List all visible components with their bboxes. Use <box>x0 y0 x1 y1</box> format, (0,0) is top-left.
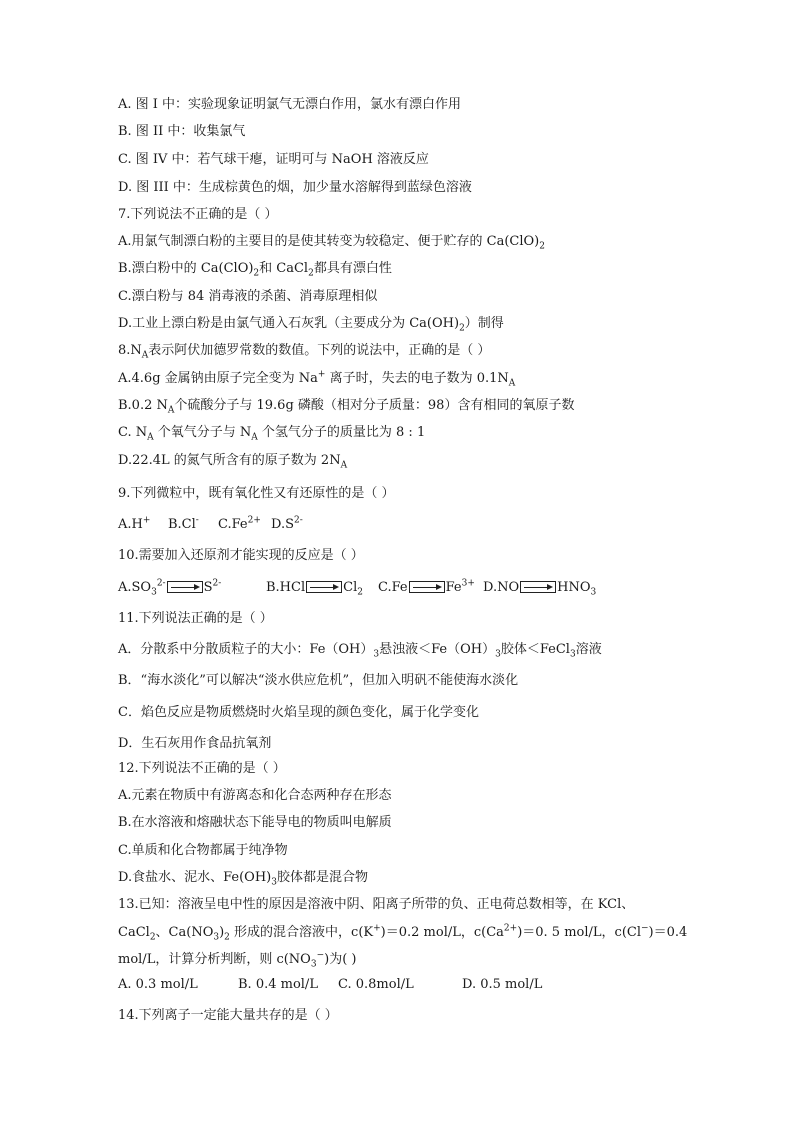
q6-option-d: D. 图 III 中：生成棕黄色的烟，加少量水溶解得到蓝绿色溶液 <box>118 180 472 195</box>
q13-option-d: D. 0.5 mol/L <box>462 977 543 992</box>
q13-option-b: B. 0.4 mol/L <box>238 977 318 992</box>
q10-option-d: D.NO $HNO_3$ <box>483 580 597 598</box>
q10-options <box>118 579 596 597</box>
q6-option-a: A. 图 I 中：实验现象证明氯气无漂白作用，氯水有漂白作用 <box>118 97 462 112</box>
q9-option-d: $D.S^{2-}$ <box>271 515 303 532</box>
q10-option-a: $A.SO_3^{2-}$ $S^{2-}$ <box>118 578 222 598</box>
q9-options <box>118 516 303 534</box>
q8-option-d: D.22.4L 的氮气所含有的原子数为 $2N_A$ <box>118 453 348 471</box>
q12-option-b: B.在水溶液和熔融状态下能导电的物质叫电解质 <box>118 815 392 830</box>
q6-option-b: B. 图 II 中：收集氯气 <box>118 124 246 139</box>
q11-option-d: D．生石灰用作食品抗氧剂 <box>118 736 272 751</box>
q7-stem: 7.下列说法不正确的是（ ） <box>118 207 278 222</box>
q8-option-b: B.0.2 $N_A$个硫酸分子与 19.6g 磷酸（相对分子质量：98）含有相同的氧原子数 <box>118 398 575 416</box>
q12-option-d: D.食盐水、泥水、$Fe(OH)_3$胶体都是混合物 <box>118 870 368 888</box>
q14-stem: 14.下列离子一定能大量共存的是（ ） <box>118 1008 338 1023</box>
reaction-arrow-icon <box>306 581 342 593</box>
q11-stem: 11.下列说法正确的是（ ） <box>118 611 273 626</box>
q6-option-c: C. 图 IV 中：若气球干瘪，证明可与 NaOH 溶液反应 <box>118 152 429 167</box>
q8-option-a: A.4.6g 金属钠由原子完全变为 Na+ 离子时，失去的电子数为 $0.1N_A$ <box>118 369 516 389</box>
reaction-arrow-icon <box>167 581 203 593</box>
q8-stem: $8.N_A$表示阿伏加德罗常数的数值。下列的说法中，正确的是（ ） <box>118 343 491 361</box>
q10-option-c: C.Fe $Fe^{3+}$ <box>378 578 475 595</box>
q7-option-b: B.漂白粉中的 $Ca(ClO)_2$和 CaCl$_2$都具有漂白性 <box>118 261 392 279</box>
q8-option-c: C. $N_A$ 个氧气分子与 $N_A$ 个氢气分子的质量比为 8 : 1 <box>118 425 426 443</box>
q9-stem: 9.下列微粒中，既有氧化性又有还原性的是（ ） <box>118 486 395 501</box>
q12-option-a: A.元素在物质中有游离态和化合态两种存在形态 <box>118 788 392 803</box>
q13-line-2: CaCl$_2$、$Ca(NO_3)_2$ 形成的混合溶液中，c(K+)＝0.2 mol/L，$c(Ca^{2+})=0$. 5 mol/L，c(Cl−)＝0.4 <box>118 923 688 943</box>
q11-option-c: C．焰色反应是物质燃烧时火焰呈现的颜色变化，属于化学变化 <box>118 705 479 720</box>
q7-option-c: C.漂白粉与 84 消毒液的杀菌、消毒原理相似 <box>118 289 378 304</box>
q10-stem: 10.需要加入还原剂才能实现的反应是（ ） <box>118 548 364 563</box>
q13-options <box>118 976 542 994</box>
q7-option-d: D.工业上漂白粉是由氯气通入石灰乳（主要成分为 $Ca(OH)_2$）制得 <box>118 316 504 334</box>
q9-option-a: A.H+ <box>118 515 151 532</box>
q11-option-b: B．“海水淡化”可以解决“淡水供应危机”，但加入明矾不能使海水淡化 <box>118 673 519 688</box>
q9-option-c: $C.Fe^{2+}$ <box>218 515 261 532</box>
reaction-arrow-icon <box>520 581 556 593</box>
reaction-arrow-icon <box>409 581 445 593</box>
q13-line-3: mol/L，计算分析判断，则 $c(NO_3^-)$为( ) <box>118 950 357 970</box>
q13-line-1: 13.已知：溶液呈电中性的原因是溶液中阴、阳离子所带的负、正电荷总数相等，在 KCl、 <box>118 897 635 912</box>
q9-option-b: B.Cl- <box>168 515 199 532</box>
q10-option-b: B.HCl $Cl_2$ <box>266 580 363 598</box>
q13-option-c: C. 0.8mol/L <box>338 977 414 992</box>
q13-option-a: A. 0.3 mol/L <box>118 977 198 992</box>
q12-option-c: C.单质和化合物都属于纯净物 <box>118 843 288 858</box>
q7-option-a: A.用氯气制漂白粉的主要目的是使其转变为较稳定、便于贮存的 $Ca(ClO)_2$ <box>118 234 545 252</box>
q12-stem: 12.下列说法不正确的是（ ） <box>118 761 286 776</box>
q11-option-a: A．分散系中分散质粒子的大小：$Fe(OH)_3$悬浊液$<Fe(OH)_3$胶体＜FeCl$_3$溶液 <box>118 642 602 660</box>
